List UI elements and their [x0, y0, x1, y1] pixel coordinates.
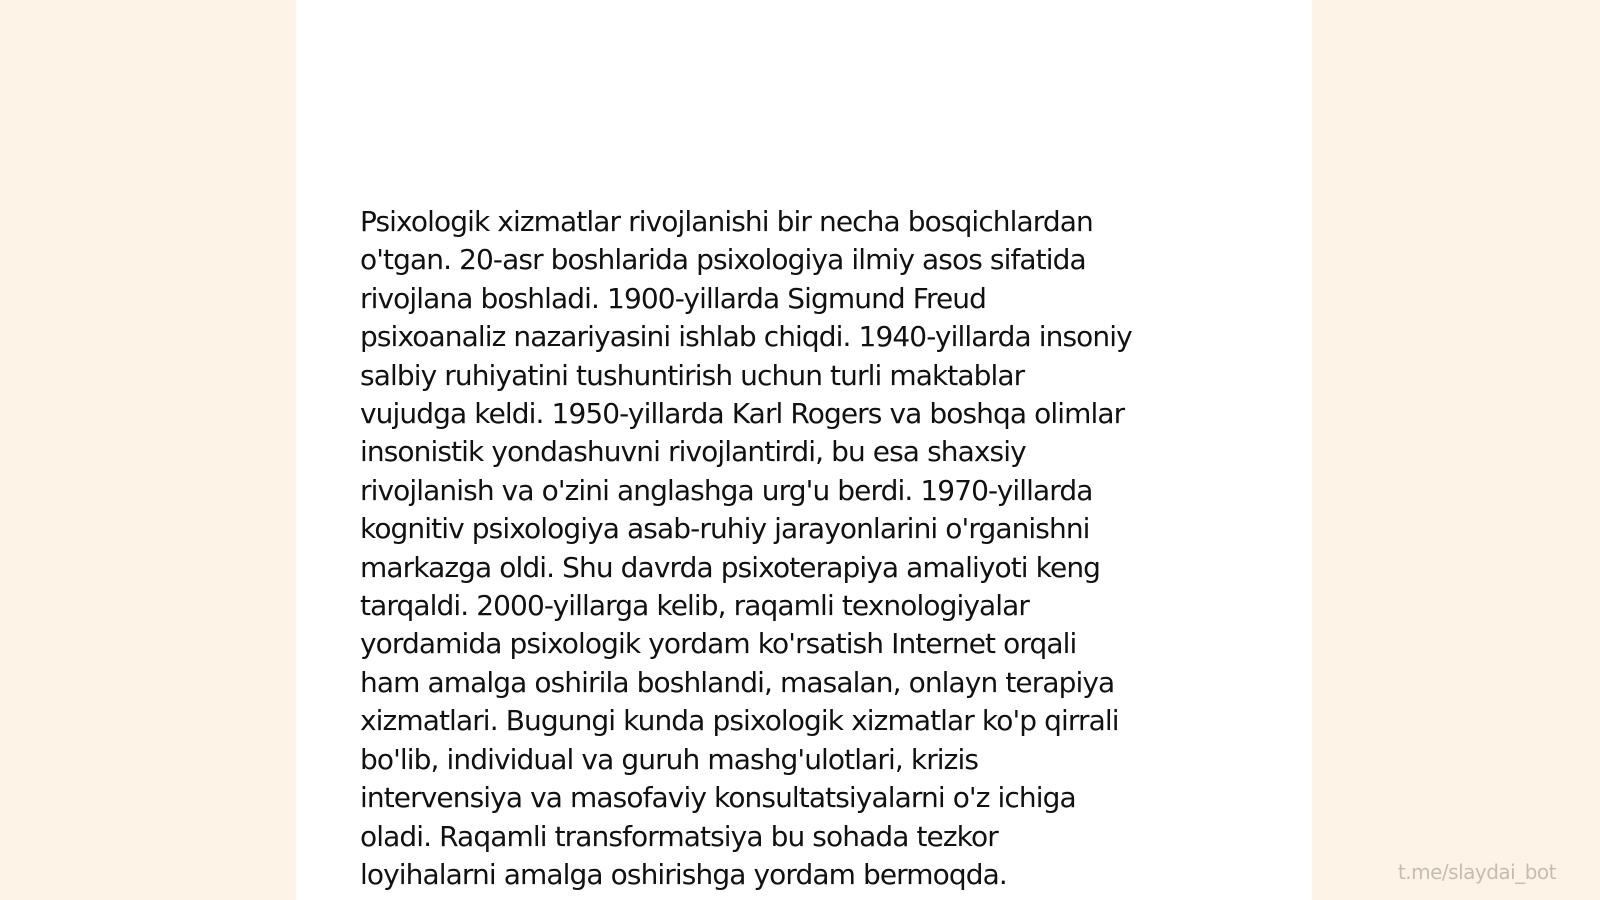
body-line: psixoanaliz nazariyasini ishlab chiqdi. 1940-yillarda insoniy [360, 320, 1132, 354]
body-line: rivojlanish va o'zini anglashga urg'u berdi. 1970-yillarda [360, 473, 1093, 507]
body-line: xizmatlari. Bugungi kunda psixologik xizmatlar ko'p qirrali [360, 704, 1119, 738]
body-line: insonistik yondashuvni rivojlantirdi, bu esa shaxsiy [360, 435, 1026, 469]
body-line: rivojlana boshladi. 1900-yillarda Sigmund Freud [360, 281, 987, 315]
body-line: yordamida psixologik yordam ko'rsatish Internet orqali [360, 627, 1077, 661]
slide-title [360, 40, 1248, 160]
body-line: loyihalarni amalga oshirishga yordam bermoqda. [360, 857, 1007, 891]
watermark-text: t.me/slaydai_bot [1397, 860, 1556, 884]
body-line: kognitiv psixologiya asab-ruhiy jarayonlarini o'rganishni [360, 512, 1090, 546]
body-line: markazga oldi. Shu davrda psixoterapiya amaliyoti keng [360, 550, 1101, 584]
body-line: tarqaldi. 2000-yillarga kelib, raqamli texnologiyalar [360, 589, 1030, 623]
body-line: ham amalga oshirila boshlandi, masalan, onlayn terapiya [360, 665, 1115, 699]
body-line: vujudga keldi. 1950-yillarda Karl Rogers va boshqa olimlar [360, 397, 1125, 431]
slide-panel [296, 0, 1312, 900]
body-line: salbiy ruhiyatini tushuntirish uchun turli maktablar [360, 358, 1025, 392]
body-line: intervensiya va masofaviy konsultatsiyalarni o'z ichiga [360, 781, 1076, 815]
body-line: Psixologik xizmatlar rivojlanishi bir necha bosqichlardan [360, 205, 1093, 238]
body-line: o'tgan. 20-asr boshlarida psixologiya ilmiy asos sifatida [360, 243, 1086, 277]
slide-body-text [360, 203, 1250, 894]
body-line: oladi. Raqamli transformatsiya bu sohada tezkor [360, 819, 998, 853]
body-line: bo'lib, individual va guruh mashg'ulotlari, krizis [360, 742, 979, 776]
